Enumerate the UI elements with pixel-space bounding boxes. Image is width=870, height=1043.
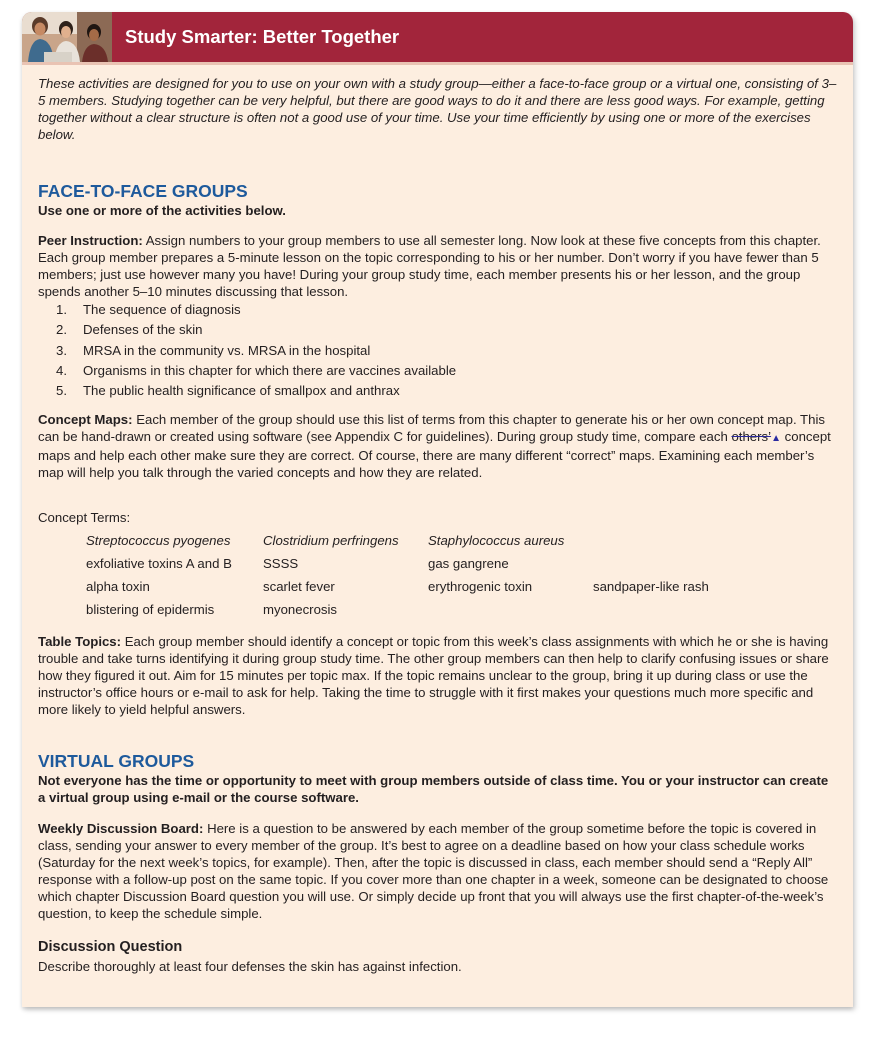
peer-instruction-paragraph: [38, 232, 838, 300]
peer-instruction-text: Assign numbers to your group members to use all semester long. Now look at these five concepts from this chapter. Each group member prepares a 5-minute lesson on the topic corresponding to his or her number. Don’t worry if you have fewer than 5 members; just use however many you have! During your group study time, each member presents his or her lesson, and the group spends another 5–10 minutes discussing that lesson.: [38, 233, 821, 299]
intro-paragraph: These activities are designed for you to use on your own with a study group—either a face-to-face group or a virtual one, consisting of 3–5 members. Studying together can be very helpful, but there are good ways to do it and there are less good ways. For example, getting together without a clear structure is often not a good use of your time. Use your time efficiently by using one or more of the exercises below.: [38, 76, 837, 142]
virtual-groups-heading: VIRTUAL GROUPS: [38, 751, 195, 772]
study-card: [22, 12, 853, 1007]
table-row: blistering of epidermis myonecrosis: [86, 602, 338, 618]
insertion-caret-icon: ▲: [771, 433, 781, 445]
table-row: exfoliative toxins A and B SSSS gas gangrene: [86, 556, 509, 572]
concept-terms-label: Concept Terms:: [38, 510, 131, 526]
face-to-face-lead: Use one or more of the activities below.: [38, 203, 286, 218]
peer-instruction-label: Peer Instruction:: [38, 233, 143, 248]
table-topics-paragraph: Table Topics: Each group member should identify a concept or topic from this week’s class assignments with which he or she is having trouble and take turns identifying it during group study time. The other group members can then help to clarify confusing issues or share how they figured it out. Aim for 15 minutes per topic max. If the topic remains unclear to the group, bring it up during class or use the instructor’s office hours or e-mail to ask for help. Taking the time to struggle with it first makes your questions much more specific and more likely to yield helpful answers.: [38, 634, 829, 718]
concept-maps-label: Concept Maps:: [38, 412, 133, 428]
list-item: 2. Defenses of the skin: [56, 322, 203, 338]
discussion-board-paragraph: Weekly Discussion Board: Here is a question to be answered by each member of the group sometime before the topic is covered in class, sending your answer to every member of the group. It’s best to agree on a deadline based on how your class schedule works (Saturday for the next week’s topics, for example). Then, after the topic is discussed in class, each member should send a “Reply All” response with a follow-up post on the same topic. If you cover more than one chapter in a week, someone can be designated to choose which chapter Discussion Board question you will use. Or simply decide up front that you will always use the first chapter-of-the-week’s question, to keep the schedule simple.: [38, 821, 829, 922]
page-title: Study Smarter: Better Together: [125, 26, 400, 47]
concept-maps-paragraph: Concept Maps: Each member of the group should use this list of terms from this chapter to generate his or her own concept map. This can be hand-drawn or created using software (see Appendix C for guidelines). During group study time, compare each others’▲ concept maps and help each other make sure they are correct. Of course, there are many different “correct” maps. Examining each member’s map will help you talk through the varied concepts and how they are related.: [38, 412, 831, 481]
table-topics-label: Table Topics:: [38, 634, 122, 650]
students-photo: [22, 12, 112, 62]
struck-word: others’: [731, 429, 772, 445]
table-row: Streptococcus pyogenes Clostridium perfringens Staphylococcus aureus: [86, 533, 565, 549]
list-item: 5. The public health significance of smallpox and anthrax: [56, 383, 400, 399]
discussion-question-heading: Discussion Question: [38, 939, 183, 956]
table-row: alpha toxin scarlet fever erythrogenic toxin sandpaper-like rash: [86, 579, 709, 595]
discussion-question-text: Describe thoroughly at least four defenses the skin has against infection.: [38, 959, 462, 975]
virtual-groups-lead: Not everyone has the time or opportunity to meet with group members outside of class time. You or your instructor can create a virtual group using e-mail or the course software.: [38, 773, 829, 806]
concept-list: [38, 300, 838, 401]
list-item: 3. MRSA in the community vs. MRSA in the hospital: [56, 342, 371, 358]
discussion-board-label: Weekly Discussion Board:: [38, 821, 204, 837]
list-item: 1. The sequence of diagnosis: [56, 302, 241, 317]
card-header: [22, 12, 853, 65]
card-content: [38, 75, 838, 975]
concept-terms-table: [86, 529, 743, 621]
face-to-face-heading: FACE-TO-FACE GROUPS: [38, 181, 248, 201]
list-item: 4. Organisms in this chapter for which there are vaccines available: [56, 362, 457, 378]
